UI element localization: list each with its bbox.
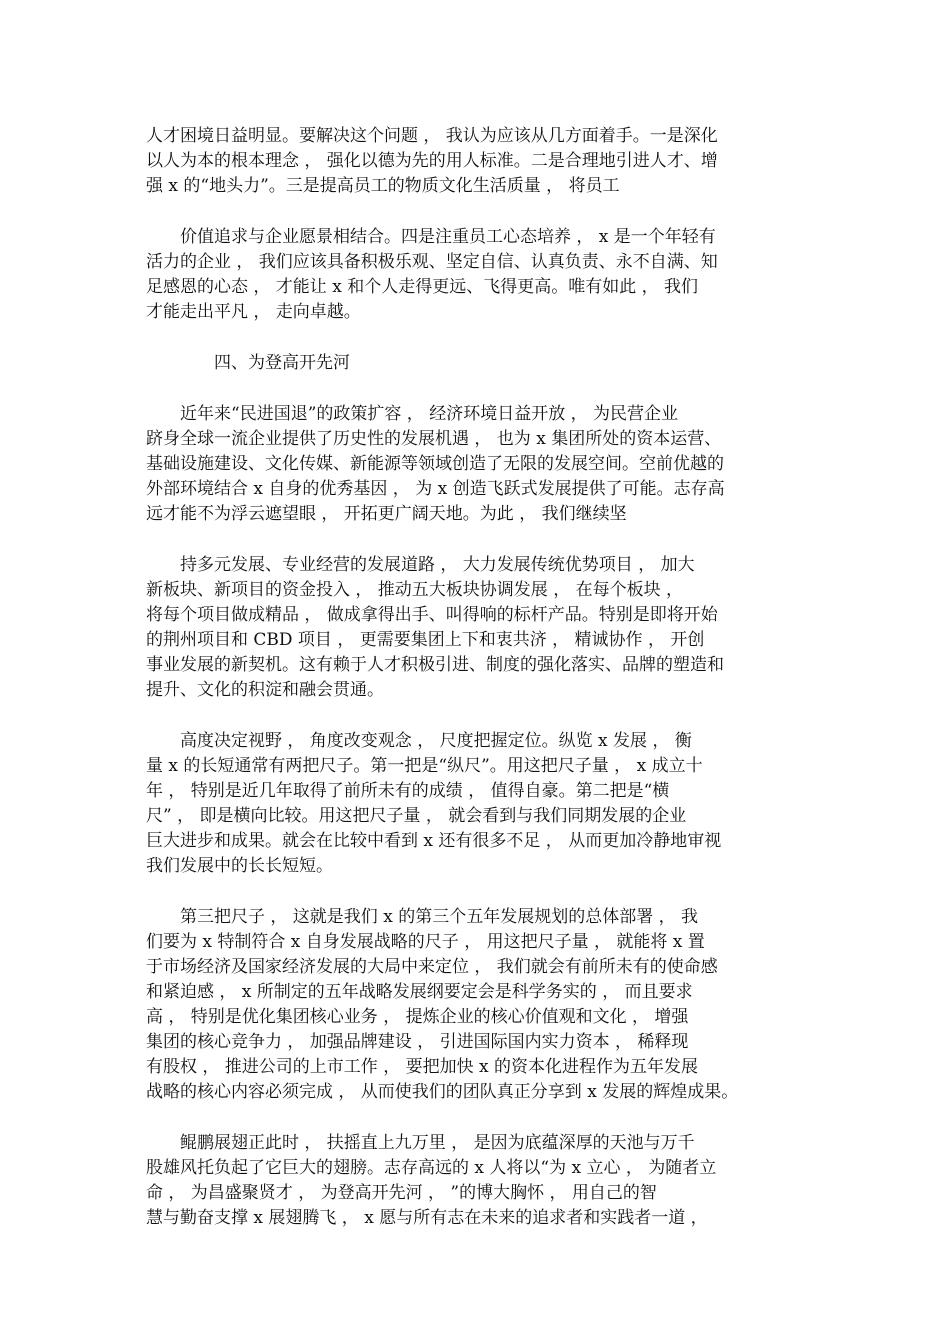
text-line: 以人为本的根本理念 ， 强化以德为先的用人标准。二是合理地引进人才、增 [146,151,718,171]
text-line: 将每个项目做成精品 ， 做成拿得出手、叫得响的标杆产品。特别是即将开始 [146,605,718,625]
text-line: 提升、文化的积淀和融会贯通。 [146,680,384,700]
text-line: 和紧迫感 ， x 所制定的五年战略发展纲要定会是科学务实的 ， 而且要求 [146,982,693,1002]
text-line: 们要为 x 特制符合 x 自身发展战略的尺子 ， 用这把尺子量 ， 就能将 x 置 [146,932,705,952]
text-line: 跻身全球一流企业提供了历史性的发展机遇 ， 也为 x 集团所处的资本运营、 [146,429,722,449]
section-heading [146,351,811,376]
text-line: 集团的核心竞争力 ， 加强品牌建设 ， 引进国际国内实力资本 ， 稀释现 [146,1032,689,1052]
text-line: 第三把尺子 ， 这就是我们 x 的第三个五年发展规划的总体部署 ， 我 [180,907,699,927]
text-line: 我们发展中的长长短短。 [146,856,333,876]
paragraph [146,553,811,703]
paragraph [146,729,811,879]
text-line: 有股权 ， 推进公司的上市工作 ， 要把加快 x 的资本化进程作为五年发展 [146,1057,699,1077]
text-line: 持多元发展、专业经营的发展道路 ， 大力发展传统优势项目 ， 加大 [180,555,695,575]
text-line: 战略的核心内容必须完成 ， 从而使我们的团队真正分享到 x 发展的辉煌成果。 [146,1082,739,1102]
text-line: 尺” ， 即是横向比较。用这把尺子量 ， 就会看到与我们同期发展的企业 [146,806,687,826]
paragraph [146,124,811,199]
paragraph [146,905,811,1105]
text-line: 高度决定视野 ， 角度改变观念 ， 尺度把握定位。纵览 x 发展 ， 衡 [180,731,692,751]
text-line: 命 ， 为昌盛聚贤才 ， 为登高开先河 ， ”的博大胸怀 ， 用自己的智 [146,1183,657,1203]
text-line: 高 ， 特别是优化集团核心业务 ， 提炼企业的核心价值观和文化 ， 增强 [146,1007,689,1027]
paragraph [146,1131,811,1231]
text-line: 基础设施建设、文化传媒、新能源等领域创造了无限的发展空间。空前优越的 [146,454,724,474]
text-line: 四、为登高开先河 [214,353,350,373]
text-line: 量 x 的长短通常有两把尺子。第一把是“纵尺”。用这把尺子量 ， x 成立十 [146,756,703,776]
text-line: 于市场经济及国家经济发展的大局中来定位 ， 我们就会有前所未有的使命感 [146,957,718,977]
text-line: 活力的企业 ， 我们应该具备积极乐观、坚定自信、认真负责、永不自满、知 [146,252,718,272]
text-line: 外部环境结合 x 自身的优秀基因 ， 为 x 创造飞跃式发展提供了可能。志存高 [146,479,725,499]
text-line: 股雄风托负起了它巨大的翅膀。志存高远的 x 人将以“为 x 立心 ， 为随者立 [146,1158,717,1178]
paragraph [146,402,811,527]
text-line: 新板块、新项目的资金投入 ， 推动五大板块协调发展 ， 在每个板块 ， [146,580,684,600]
paragraph [146,225,811,325]
text-line: 巨大进步和成果。就会在比较中看到 x 还有很多不足 ， 从而更加冷静地审视 [146,831,722,851]
text-line: 事业发展的新契机。这有赖于人才积极引进、制度的强化落实、品牌的塑造和 [146,655,724,675]
text-line: 人才困境日益明显。要解决这个问题 ， 我认为应该从几方面着手。一是深化 [146,126,718,146]
document-body [146,124,811,1257]
text-line: 足感恩的心态 ， 才能让 x 和个人走得更远、飞得更高。唯有如此 ， 我们 [146,277,699,297]
text-line: 才能走出平凡 ， 走向卓越。 [146,302,361,322]
text-line: 远才能不为浮云遮望眼 ， 开拓更广阔天地。为此 ， 我们继续坚 [146,504,627,524]
text-line: 强 x 的“地头力”。三是提高员工的物质文化生活质量 ， 将员工 [146,176,620,196]
text-line: 年 ， 特别是近几年取得了前所未有的成绩 ， 值得自豪。第二把是“横 [146,781,670,801]
text-line: 慧与勤奋支撑 x 展翅腾飞 ， x 愿与所有志在未来的追求者和实践者一道 ， [146,1208,708,1228]
text-line: 价值追求与企业愿景相结合。四是注重员工心态培养 ， x 是一个年轻有 [180,227,716,247]
text-line: 鲲鹏展翅正此时 ， 扶摇直上九万里 ， 是因为底蕴深厚的天池与万千 [180,1133,695,1153]
text-line: 近年来“民进国退”的政策扩容 ， 经济环境日益开放 ， 为民营企业 [180,404,678,424]
text-line: 的荆州项目和 CBD 项目 ， 更需要集团上下和衷共济 ， 精诚协作 ， 开创 [146,630,705,650]
